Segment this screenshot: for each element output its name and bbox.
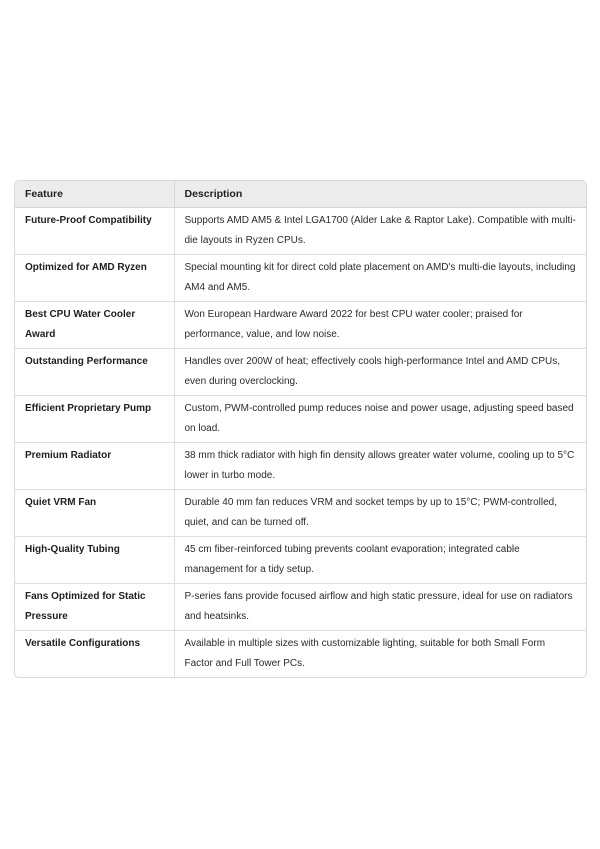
- table-row: [15, 255, 586, 302]
- description-cell: Available in multiple sizes with customizable lighting, suitable for both Small Form Factor and Full Tower PCs.: [174, 631, 586, 678]
- description-cell: Special mounting kit for direct cold plate placement on AMD's multi-die layouts, including AM4 and AM5.: [174, 255, 586, 302]
- table-header-row: [15, 181, 586, 208]
- header-description: Description: [174, 181, 586, 208]
- feature-cell: Efficient Proprietary Pump: [15, 396, 174, 443]
- description-cell: 38 mm thick radiator with high fin density allows greater water volume, cooling up to 5°C lower in turbo mode.: [174, 443, 586, 490]
- description-cell: Supports AMD AM5 & Intel LGA1700 (Alder Lake & Raptor Lake). Compatible with multi-die layouts in Ryzen CPUs.: [184, 215, 576, 246]
- table-row: [15, 490, 586, 537]
- table-row: [15, 302, 586, 349]
- feature-cell: High-Quality Tubing: [15, 537, 174, 584]
- table-row: [15, 208, 586, 255]
- feature-cell: Best CPU Water Cooler Award: [15, 302, 174, 349]
- header-feature: Feature: [15, 181, 174, 208]
- description-cell: Custom, PWM-controlled pump reduces noise and power usage, adjusting speed based on load.: [174, 396, 586, 443]
- description-cell: Won European Hardware Award 2022 for best CPU water cooler; praised for performance, value, and low noise.: [174, 302, 586, 349]
- table-row: [15, 631, 586, 678]
- table-row: [15, 537, 586, 584]
- description-cell: Durable 40 mm fan reduces VRM and socket temps by up to 15°C; PWM-controlled, quiet, and can be turned off.: [174, 490, 586, 537]
- table-row: [15, 349, 586, 396]
- description-cell: 45 cm fiber-reinforced tubing prevents coolant evaporation; integrated cable management for a tidy setup.: [174, 537, 586, 584]
- feature-cell: Fans Optimized for Static Pressure: [15, 584, 174, 631]
- table-row: [15, 396, 586, 443]
- feature-table: [15, 181, 586, 677]
- description-cell: P-series fans provide focused airflow and high static pressure, ideal for use on radiators and heatsinks.: [174, 584, 586, 631]
- table-row: [15, 443, 586, 490]
- table-row: [15, 584, 586, 631]
- description-cell: Handles over 200W of heat; effectively cools high-performance Intel and AMD CPUs, even during overclocking.: [174, 349, 586, 396]
- feature-cell: Quiet VRM Fan: [15, 490, 174, 537]
- feature-table-container: [14, 180, 587, 678]
- feature-cell: Versatile Configurations: [15, 631, 174, 678]
- feature-cell: Optimized for AMD Ryzen: [15, 255, 174, 302]
- feature-cell: Premium Radiator: [15, 443, 174, 490]
- feature-cell: Future-Proof Compatibility: [15, 208, 174, 255]
- feature-cell: Outstanding Performance: [15, 349, 174, 396]
